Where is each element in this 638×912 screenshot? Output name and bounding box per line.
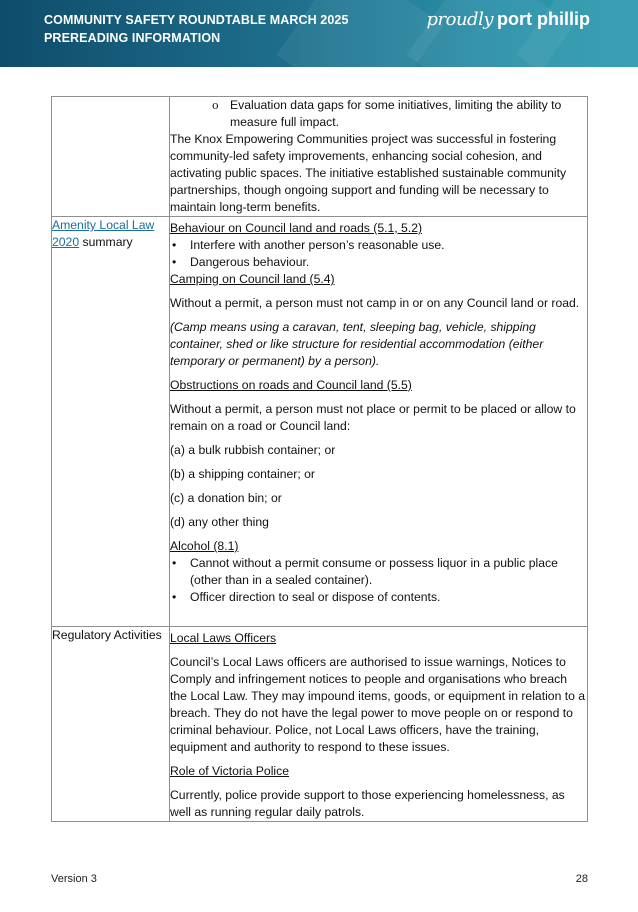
list-item-text: Officer direction to seal or dispose of contents. — [190, 590, 441, 604]
list-item-text: Cannot without a permit consume or possess liquor in a public place (other than in a sealed container). — [190, 556, 558, 587]
row3-left-cell — [52, 627, 170, 822]
knox-paragraph: The Knox Empowering Communities project was successful in fostering community-led safety improvements, enhancing social cohesion, and activating public spaces. The initiative established sustainable community partnerships, though ongoing support and funding will be necessary to maintain long-term benefits. — [170, 132, 567, 214]
behaviour-list — [170, 237, 587, 271]
logo-script: proudly — [426, 9, 494, 30]
table-row — [52, 97, 588, 217]
row1-right-cell — [170, 97, 588, 217]
list-item-text: Interfere with another person’s reasonable use. — [190, 238, 445, 252]
obstruction-item: (c) a donation bin; or — [170, 491, 282, 505]
obstruction-item: (a) a bulk rubbish container; or — [170, 443, 336, 457]
row2-left-suffix: summary — [79, 235, 133, 249]
row2-right-cell — [170, 217, 588, 627]
summary-table — [51, 96, 588, 822]
row1-left-cell — [52, 97, 170, 217]
list-item — [170, 555, 587, 589]
victoria-police-heading: Role of Victoria Police — [170, 764, 290, 778]
row3-right-cell — [170, 627, 588, 822]
bullet-icon: • — [172, 238, 177, 252]
sub-bullet-icon: o — [212, 99, 219, 112]
sub-bullet-item — [170, 97, 587, 131]
local-laws-officers-heading: Local Laws Officers — [170, 631, 277, 645]
bullet-icon: • — [172, 590, 177, 604]
header-title-line2: PREREADING INFORMATION — [44, 31, 221, 45]
list-item — [170, 237, 587, 254]
obstructions-paragraph: Without a permit, a person must not place or permit to be placed or allow to remain on a road or Council land: — [170, 402, 576, 433]
list-item — [170, 254, 587, 271]
logo-brand: port phillip — [497, 9, 590, 29]
row2-left-cell — [52, 217, 170, 627]
regulatory-activities-label: Regulatory Activities — [52, 628, 162, 642]
list-item-text: Dangerous behaviour. — [190, 255, 310, 269]
amenity-local-law-link[interactable]: Amenity Local Law 2020 — [52, 218, 155, 249]
alcohol-list — [170, 555, 587, 606]
list-item — [170, 589, 587, 606]
camping-definition: (Camp means using a caravan, tent, sleeping bag, vehicle, shipping container, shed or like structure for residential accommodation (either temporary or permanent) by a person). — [170, 320, 544, 368]
bullet-icon: • — [172, 556, 177, 570]
obstructions-heading: Obstructions on roads and Council land (5.5) — [170, 378, 412, 392]
camping-heading: Camping on Council land (5.4) — [170, 272, 335, 286]
local-laws-officers-paragraph: Council’s Local Laws officers are authorised to issue warnings, Notices to Comply and infringement notices to people and organisations who breach the Local Law. They may impound items, goods, or equipment in relation to a breach. They do not have the legal power to move people on or respond to criminal behaviour. Police, not Local Laws officers, have the training, equipment and authority to respond to these issues. — [170, 655, 586, 754]
bullet-icon: • — [172, 255, 177, 269]
header-title-line1: COMMUNITY SAFETY ROUNDTABLE MARCH 2025 — [44, 13, 349, 27]
victoria-police-paragraph: Currently, police provide support to those experiencing homelessness, as well as running regular daily patrols. — [170, 788, 565, 819]
alcohol-heading: Alcohol (8.1) — [170, 539, 239, 553]
header-title — [44, 11, 349, 47]
table-row — [52, 627, 588, 822]
sub-bullet-text: Evaluation data gaps for some initiatives, limiting the ability to measure full impact. — [230, 98, 562, 129]
behaviour-heading: Behaviour on Council land and roads (5.1, 5.2) — [170, 221, 423, 235]
camping-paragraph: Without a permit, a person must not camp in or on any Council land or road. — [170, 296, 580, 310]
obstruction-item: (d) any other thing — [170, 515, 269, 529]
table-row — [52, 217, 588, 627]
footer-page-number: 28 — [575, 873, 588, 885]
footer-version: Version 3 — [51, 873, 97, 885]
obstruction-item: (b) a shipping container; or — [170, 467, 315, 481]
page-header — [0, 0, 638, 67]
council-logo — [427, 9, 591, 30]
